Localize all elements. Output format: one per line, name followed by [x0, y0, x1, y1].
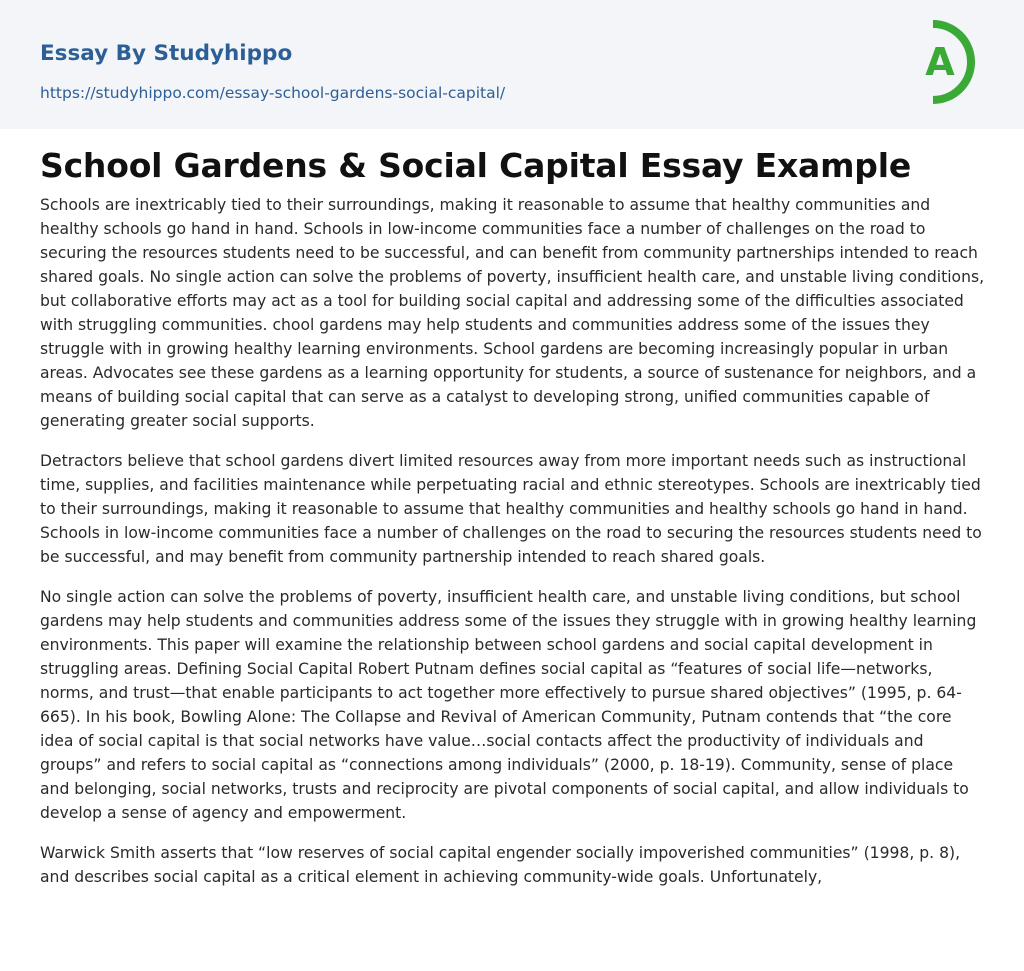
paragraph-3: No single action can solve the problems of poverty, insufficient health care, and unstable living conditions, but school gardens may help students and communities address some of the issues they struggle with in growing healthy learning environments. This paper will examine the relationship between school gardens and social capital development in struggling areas. Defining Social Capital Robert Putnam defines social capital as “features of social life—networks, norms, and trust—that enable participants to act together more effectively to pursue shared objectives” (1995, p. 64-665). In his book, Bowling Alone: The Collapse and Revival of American Community, Putnam contends that “the core idea of social capital is that social networks have value…social contacts affect the productivity of individuals and groups” and refers to social capital as “connections among individuals” (2000, p. 18-19). Community, sense of place and belonging, social networks, trusts and reciprocity are pivotal components of social capital, and allow individuals to develop a sense of agency and empowerment.: [40, 588, 977, 822]
article: [40, 143, 986, 905]
paragraph-4: Warwick Smith asserts that “low reserves of social capital engender socially impoverished communities” (1998, p. 8), and describes social capital as a critical element in achieving community-wide goals. Unfortunately,: [40, 844, 961, 886]
page-title: School Gardens & Social Capital Essay Example: [40, 146, 912, 185]
site-header: [0, 0, 1024, 129]
studyhippo-logo-icon[interactable]: [909, 18, 989, 106]
logo-letter: A: [925, 40, 955, 84]
page-url-link[interactable]: https://studyhippo.com/essay-school-gardens-social-capital/: [40, 84, 506, 102]
paragraph-2: Detractors believe that school gardens divert limited resources away from more important needs such as instructional time, supplies, and facilities maintenance while perpetuating racial and ethnic stereotypes. Schools are inextricably tied to their surroundings, making it reasonable to assume that healthy communities and healthy schools go hand in hand. Schools in low-income communities face a number of challenges on the road to securing the resources students need to be successful, and may benefit from community partnership intended to reach shared goals.: [40, 452, 982, 566]
site-brand[interactable]: Essay By Studyhippo: [40, 41, 293, 66]
paragraph-1: Schools are inextricably tied to their surroundings, making it reasonable to assume that healthy communities and healthy schools go hand in hand. Schools in low-income communities face a number of challenges on the road to securing the resources students need to be successful, and can benefit from community partnerships intended to reach shared goals. No single action can solve the problems of poverty, insufficient health care, and unstable living conditions, but collaborative efforts may act as a tool for building social capital and addressing some of the difficulties associated with struggling communities. chool gardens may help students and communities address some of the issues they struggle with in growing healthy learning environments. School gardens are becoming increasingly popular in urban areas. Advocates see these gardens as a learning opportunity for students, a source of sustenance for neighbors, and a means of building social capital that can serve as a catalyst to developing strong, unified communities capable of generating greater social supports.: [40, 196, 985, 430]
